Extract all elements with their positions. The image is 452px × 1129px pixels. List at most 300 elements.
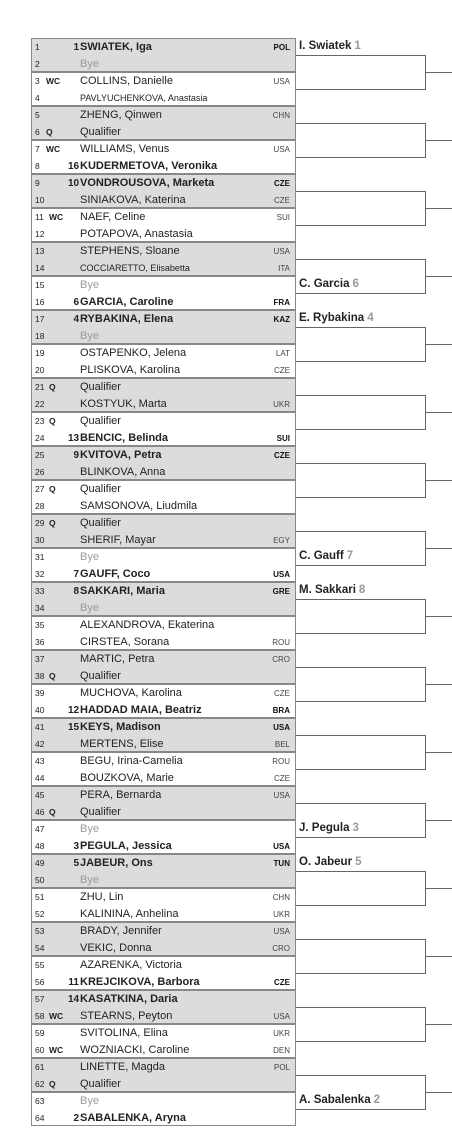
draw-line [32,413,295,430]
player-name[interactable]: BEGU, Irina-Camelia [80,755,183,767]
player-name[interactable]: VEKIC, Donna [80,942,152,954]
draw-position: 14 [35,263,45,273]
advancing-player-seed: 7 [346,550,354,562]
draw-position: 11 [35,212,44,222]
seed-number: 7 [73,569,79,580]
draw-line [32,566,295,583]
country-code: USA [273,145,290,154]
draw-line [32,175,295,192]
draw-line [32,736,295,753]
match-pair [31,106,296,140]
match-pair [31,718,296,752]
seed-number: 5 [73,858,79,869]
draw-position: 56 [35,977,45,987]
draw-position: 42 [35,739,45,749]
country-code: SUI [276,213,290,222]
player-name[interactable]: JABEUR, Ons [80,857,153,869]
bracket-line [296,259,425,260]
draw-line [32,855,295,872]
draw-position: 51 [35,892,45,902]
country-code: EGY [273,536,290,545]
player-name[interactable]: STEPHENS, Sloane [80,245,180,257]
draw-position: 28 [35,501,45,511]
draw-line [32,1042,295,1059]
player-name[interactable]: SAMSONOVA, Liudmila [80,500,198,512]
player-name[interactable]: ALEXANDROVA, Ekaterina [80,619,215,631]
draw-position: 58 [35,1011,45,1021]
bracket-line [296,123,425,124]
draw-line [32,192,295,209]
advancing-player-seed: 3 [352,822,359,834]
country-code: CZE [274,451,290,460]
bracket-line [296,395,425,396]
draw-position: 23 [35,416,45,426]
advancing-player-name: C. Gauff [299,550,344,562]
player-name[interactable]: KASATKINA, Daria [80,993,178,1005]
draw-position: 16 [35,297,45,307]
country-code: USA [273,842,290,851]
draw-line [32,668,295,685]
player-name[interactable]: WILLIAMS, Venus [80,143,170,155]
country-code: LAT [275,349,290,358]
draw-line [32,770,295,787]
advancing-player [299,1092,425,1109]
country-code: ROU [272,757,290,766]
player-name[interactable]: Qualifier [80,670,121,682]
draw-line [32,396,295,413]
player-name[interactable]: Qualifier [80,381,121,393]
draw-line [32,39,295,56]
draw-position: 13 [35,246,45,256]
player-name[interactable]: Bye [80,58,99,70]
draw-position: 12 [35,229,45,239]
country-code: CZE [274,179,290,188]
match-pair [31,922,296,956]
country-code: UKR [273,1029,290,1038]
match-pair [31,208,296,242]
country-code: USA [273,77,290,86]
draw-line [32,379,295,396]
advancing-player [299,38,425,55]
bracket-line [425,208,452,209]
bracket-line [425,1024,452,1025]
draw-position: 8 [35,161,40,171]
draw-position: 44 [35,773,45,783]
player-name[interactable]: SVITOLINA, Elina [80,1027,168,1039]
advancing-player [299,820,425,837]
draw-position: 64 [35,1113,45,1123]
player-name[interactable]: Qualifier [80,1078,121,1090]
bracket-line [425,276,452,277]
draw-line [32,940,295,957]
match-pair [31,344,296,378]
player-name[interactable]: CIRSTEA, Sorana [80,636,170,648]
draw-position: 26 [35,467,45,477]
player-name[interactable]: BLINKOVA, Anna [80,466,166,478]
draw-position: 4 [35,93,40,103]
player-name[interactable]: BRADY, Jennifer [80,925,162,937]
advancing-player-seed: 4 [367,312,374,324]
draw-position: 22 [35,399,45,409]
entry-tag: WC [49,1011,64,1021]
player-name[interactable]: KREJCIKOVA, Barbora [80,976,200,988]
player-name[interactable]: AZARENKA, Victoria [80,959,182,971]
player-name[interactable]: BOUZKOVA, Marie [80,772,174,784]
draw-line [32,923,295,940]
entry-tag: Q [49,1079,56,1089]
draw-line [32,464,295,481]
bracket-line [425,684,452,685]
draw-position: 6 [35,127,40,137]
country-code: USA [273,247,290,256]
player-name[interactable]: SABALENKA, Aryna [80,1112,186,1124]
player-name[interactable]: Qualifier [80,415,121,427]
match-pair [31,72,296,106]
draw-line [32,651,295,668]
draw-line [32,1093,295,1110]
match-pair [31,956,296,990]
draw-line [32,226,295,243]
player-name[interactable]: SWIATEK, Iga [80,41,152,53]
player-name[interactable]: KOSTYUK, Marta [80,398,167,410]
draw-line [32,498,295,515]
entry-tag: Q [49,382,56,392]
draw-position: 5 [35,110,40,120]
draw-line [32,617,295,634]
bracket-line [296,1109,425,1110]
draw-position: 47 [35,824,45,834]
draw-position: 38 [35,671,45,681]
bracket-line [296,157,425,158]
entry-tag: Q [49,518,56,528]
draw-position: 31 [35,552,45,562]
country-code: CZE [274,774,290,783]
draw-line [32,532,295,549]
advancing-player-seed: 1 [354,40,361,52]
country-code: UKR [273,910,290,919]
draw-line [32,90,295,107]
match-pair [31,616,296,650]
draw-position: 46 [35,807,45,817]
player-name[interactable]: Bye [80,279,99,291]
player-name[interactable]: COLLINS, Danielle [80,75,173,87]
draw-line [32,991,295,1008]
match-pair [31,174,296,208]
draw-position: 54 [35,943,45,953]
draw-line [32,243,295,260]
draw-position: 55 [35,960,45,970]
bracket-line [296,565,425,566]
bracket-line [425,412,452,413]
seed-number: 9 [73,450,79,461]
bracket-line [296,905,425,906]
draw-line [32,260,295,277]
bracket-line [296,89,425,90]
draw-line [32,889,295,906]
entry-tag: WC [49,212,64,222]
bracket-line [296,1007,425,1008]
draw-position: 61 [35,1062,45,1072]
seed-number: 4 [73,314,79,325]
draw-position: 43 [35,756,45,766]
draw-position: 53 [35,926,45,936]
bracket-line [296,837,425,838]
player-name[interactable]: KEYS, Madison [80,721,161,733]
player-name[interactable]: MUCHOVA, Karolina [80,687,182,699]
bracket-line [425,548,452,549]
advancing-player-seed: 8 [358,584,366,596]
draw-line [32,1076,295,1093]
match-pair [31,276,296,310]
country-code: CZE [274,978,290,987]
entry-tag: Q [49,416,56,426]
seed-number: 16 [68,161,80,172]
player-name[interactable]: KALININA, Anhelina [80,908,179,920]
match-pair [31,1024,296,1058]
country-code: SUI [276,434,290,443]
player-name[interactable]: RYBAKINA, Elena [80,313,174,325]
draw-position: 32 [35,569,45,579]
match-pair [31,820,296,854]
player-name[interactable]: NAEF, Celine [80,211,146,223]
bracket-line [296,429,425,430]
draw-position: 3 [35,76,40,86]
advancing-player-name: O. Jabeur [299,856,353,868]
draw-line [32,345,295,362]
advancing-player-seed: 5 [355,856,362,868]
player-name[interactable]: POTAPOVA, Anastasia [80,228,193,240]
bracket-line [425,956,452,957]
draw-line [32,974,295,991]
seed-number: 8 [73,586,79,597]
match-pair [31,140,296,174]
player-name[interactable]: PEGULA, Jessica [80,840,172,852]
seed-number: 2 [73,1113,79,1124]
draw-position: 17 [35,314,45,324]
country-code: USA [273,927,290,936]
draw-line [32,719,295,736]
player-name[interactable]: Qualifier [80,483,121,495]
advancing-player [299,582,425,599]
player-name[interactable]: WOZNIACKI, Caroline [80,1044,190,1056]
country-code: CZE [274,689,290,698]
bracket-line [296,225,425,226]
draw-line [32,430,295,447]
player-name[interactable]: Bye [80,551,99,563]
player-name[interactable]: VONDROUSOVA, Marketa [80,177,215,189]
player-name[interactable]: SINIAKOVA, Katerina [80,194,186,206]
draw-line [32,56,295,73]
country-code: USA [273,791,290,800]
player-name[interactable]: Bye [80,602,99,614]
draw-line [32,634,295,651]
match-pair [31,684,296,718]
player-name[interactable]: Bye [80,330,99,342]
bracket-line [296,769,425,770]
bracket-line [296,327,425,328]
advancing-player-name: E. Rybakina [299,312,365,324]
player-name[interactable]: COCCIARETTO, Elisabetta [80,263,190,273]
player-name[interactable]: Qualifier [80,517,121,529]
match-pair [31,1092,296,1126]
draw-position: 50 [35,875,45,885]
advancing-player [299,310,425,327]
player-name[interactable]: Bye [80,1095,99,1107]
match-pair [31,38,296,72]
country-code: ROU [272,638,290,647]
player-name[interactable]: PAVLYUCHENKOVA, Anastasia [80,93,208,103]
draw-line [32,73,295,90]
draw-position: 20 [35,365,45,375]
advancing-player-seed: 6 [352,278,359,290]
match-pair [31,310,296,344]
bracket-line [296,599,425,600]
draw-position: 19 [35,348,45,358]
match-pair [31,446,296,480]
draw-line [32,481,295,498]
player-name[interactable]: MERTENS, Elise [80,738,164,750]
country-code: UKR [273,400,290,409]
draw-position: 37 [35,654,45,664]
advancing-player-seed: 2 [373,1094,380,1106]
country-code: ITA [278,264,290,273]
bracket-line [425,888,452,889]
bracket-line [296,871,425,872]
country-code: GRE [272,587,290,596]
bracket-line [296,293,425,294]
bracket-line [296,939,425,940]
country-code: POL [273,43,290,52]
draw-line [32,124,295,141]
draw-line [32,1110,295,1127]
draw-line [32,787,295,804]
entry-tag: Q [49,484,56,494]
entry-tag: WC [46,76,61,86]
player-name[interactable]: GAUFF, Coco [80,568,151,580]
draw-position: 10 [35,195,45,205]
bracket-line [296,633,425,634]
country-code: BEL [274,740,290,749]
match-pair [31,412,296,446]
bracket-line [425,344,452,345]
bracket-line [296,701,425,702]
advancing-player-name: J. Pegula [299,822,350,834]
draw-position: 48 [35,841,45,851]
player-name[interactable]: SAKKARI, Maria [80,585,165,597]
player-name[interactable]: BENCIC, Belinda [80,432,169,444]
match-pair [31,752,296,786]
country-code: FRA [273,298,290,307]
player-name[interactable]: Bye [80,874,99,886]
draw-line [32,1059,295,1076]
draw-line [32,957,295,974]
entry-tag: Q [49,807,56,817]
draw-line [32,141,295,158]
draw-position: 18 [35,331,45,341]
player-name[interactable]: HADDAD MAIA, Beatriz [80,704,202,716]
match-pair [31,650,296,684]
player-name[interactable]: LINETTE, Magda [80,1061,165,1073]
draw-line [32,821,295,838]
player-name[interactable]: GARCIA, Caroline [80,296,174,308]
seed-number: 6 [73,297,79,308]
country-code: CRO [272,944,290,953]
bracket-line [296,191,425,192]
draw-line [32,311,295,328]
match-pair [31,990,296,1024]
bracket-line [425,820,452,821]
player-name[interactable]: STEARNS, Peyton [80,1010,173,1022]
country-code: CZE [274,366,290,375]
draw-position: 15 [35,280,45,290]
player-name[interactable]: OSTAPENKO, Jelena [80,347,187,359]
draw-line [32,107,295,124]
seed-number: 12 [68,705,80,716]
bracket-line [425,752,452,753]
draw-line [32,447,295,464]
country-code: POL [273,1063,290,1072]
draw-position: 59 [35,1028,45,1038]
draw-position: 60 [35,1045,45,1055]
bracket-line [425,140,452,141]
match-pair [31,888,296,922]
draw-position: 21 [35,382,45,392]
draw-line [32,294,295,311]
draw-position: 27 [35,484,45,494]
player-name[interactable]: ZHU, Lin [80,891,124,903]
country-code: CHN [272,111,290,120]
draw-position: 25 [35,450,45,460]
draw-position: 1 [35,42,40,52]
player-name[interactable]: KVITOVA, Petra [80,449,162,461]
draw-line [32,549,295,566]
bracket-line [296,531,425,532]
draw-position: 57 [35,994,45,1004]
player-name[interactable]: PLISKOVA, Karolina [80,364,181,376]
player-name[interactable]: Qualifier [80,806,121,818]
player-name[interactable]: MARTIC, Petra [80,653,155,665]
country-code: USA [273,723,290,732]
advancing-player [299,854,425,871]
match-pair [31,548,296,582]
seed-number: 10 [68,178,80,189]
draw-line [32,804,295,821]
player-name[interactable]: Qualifier [80,126,121,138]
draw-line [32,1008,295,1025]
player-name[interactable]: ZHENG, Qinwen [80,109,162,121]
match-pair [31,854,296,888]
advancing-player-name: C. Garcia [299,278,350,290]
draw-position: 9 [35,178,40,188]
match-pair [31,786,296,820]
bracket-line [296,973,425,974]
player-name[interactable]: Bye [80,823,99,835]
advancing-player-name: I. Swiatek [299,40,352,52]
country-code: USA [273,1012,290,1021]
entry-tag: WC [49,1045,64,1055]
player-name[interactable]: KUDERMETOVA, Veronika [80,160,218,172]
match-pair [31,582,296,616]
bracket-line [296,497,425,498]
draw-position: 7 [35,144,40,154]
country-code: CZE [274,196,290,205]
player-name[interactable]: PERA, Bernarda [80,789,162,801]
draw-line [32,753,295,770]
draw-line [32,277,295,294]
draw-position: 30 [35,535,45,545]
player-name[interactable]: SHERIF, Mayar [80,534,156,546]
draw-line [32,209,295,226]
